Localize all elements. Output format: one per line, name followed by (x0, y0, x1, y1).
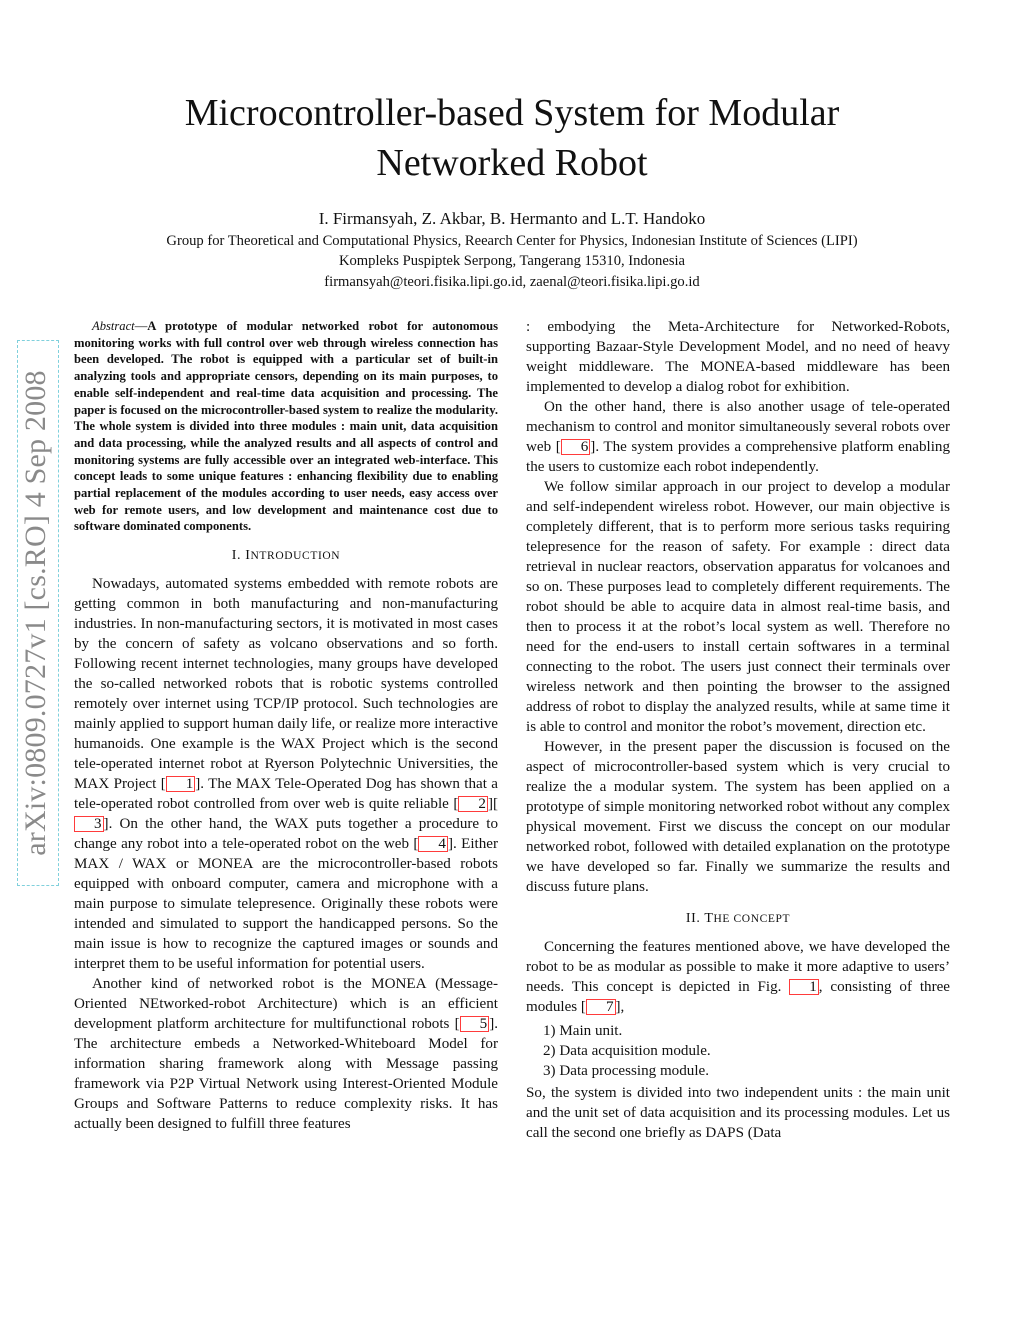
section-heading-concept: II. THE CONCEPT (685, 911, 791, 926)
author-emails[interactable]: firmansyah@teori.fisika.lipi.go.id, zaenal@teori.fisika.lipi.go.id (324, 274, 700, 290)
citation-link[interactable]: 5 (460, 1016, 490, 1032)
section-heading-introduction: I. INTRODUCTION (231, 548, 341, 564)
right-paragraph-continued: : embodying the Meta-Architecture for Networked-Robots, supporting Bazaar-Style Development Model, and no need of heavy weight middleware. The MONEA-based middleware has been implemented to develop a dialog robot for exhibition. (526, 319, 950, 395)
citation-link[interactable]: 4 (418, 836, 448, 852)
affiliation-2: Kompleks Puspiptek Serpong, Tangerang 15310, Indonesia (338, 253, 686, 269)
title-line-1: Microcontroller-based System for Modular (184, 92, 840, 134)
abstract-text: A prototype of modular networked robot for autonomous monitoring works with full control over web through wireless connection has been developed. The robot is equipped with a particular set of built-in analyzing tools and appropriate censors, depending on its main purposes, to enable self-independent and real-time data acquisition and processing. The paper is focused on the microcontroller-based system to realize the modularity. The whole system is divided into three modules : main unit, data acquisition and data processing, while the analyzed results and all aspects of control and monitoring systems are fully accessible over an integrated web-interface. This concept leads to some unique features : enhancing flexibility due to enabling partial replacement of the modules according to user needs, easy access over web for remote users, and low development and maintenance cost due to software dominated components. (74, 319, 498, 534)
authors: I. Firmansyah, Z. Akbar, B. Hermanto and L.T. Handoko (318, 209, 706, 228)
concept-paragraph-2: So, the system is divided into two independent units : the main unit and the unit set of data acquisition and its processing modules. Let us call the second one briefly as DAPS (Data (526, 1085, 950, 1141)
citation-link[interactable]: 3 (74, 816, 104, 832)
citation-link[interactable]: 2 (458, 796, 488, 812)
left-column (74, 318, 498, 1134)
title-line-2: Networked Robot (376, 142, 648, 184)
affiliation-1: Group for Theoretical and Computational Physics, Reearch Center for Physics, Indonesian Institute of Sciences (LIPI) (166, 233, 858, 249)
right-paragraph-focus: However, in the present paper the discussion is focused on the aspect of microcontroller-based system which is very crucial to realize the a modular system. The system has been applied on a prototype of simple monitoring networked robot without any complex physical movement. First we discuss the concept on our modular networked robot, followed with detailed explanation on the prototype we have developed so far. Finally we summarize the results and discuss future plans. (526, 739, 950, 895)
citation-link[interactable]: 7 (586, 999, 616, 1015)
citation-link[interactable]: 6 (561, 439, 591, 455)
concept-paragraph-1: Concerning the features mentioned above, we have developed the robot to be as modular as possible to make it more adaptive to users’ needs. This concept is depicted in Fig. 1 , consisting of three modules [ 7 ], (526, 939, 950, 1015)
abstract: Abstract—A prototype of modular networked robot for autonomous monitoring works with full control over web through wireless connection has been developed. The robot is equipped with a particular set of built-in analyzing tools and appropriate censors, depending on its main purposes, to enable self-independent and real-time data acquisition and processing. The paper is focused on the microcontroller-based system to realize the modularity. The whole system is divided into three modules : main unit, data acquisition and data processing, while the analyzed results and all aspects of control and monitoring systems are fully accessible over an integrated web-interface. This concept leads to some unique features : enhancing flexibility due to enabling partial replacement of the modules according to user needs, easy access over web for remote users, and low development and maintenance cost due to software dominated components. (74, 319, 498, 534)
intro-paragraph-1: Nowadays, automated systems embedded with remote robots are getting common in both manufacturing and non-manufacturing industries. In non-manufacturing sectors, it is motivated in most cases by the concern of safety as volcano observations and so forth. Following recent internet technologies, many groups have developed the so-called networked robots that is robotic systems controlled remotely over internet using TCP/IP protocol. Such technologies are mainly applied to support human daily life, or realize more interactive humanoids. One example is the WAX Project which is the second tele-operated internet robot at Ryerson Polytechnic Universities, the MAX Project [ 1 ]. The MAX Tele-Operated Dog has shown that a tele-operated robot controlled from over web is quite reliable [ 2 ][3 ]. On the other hand, the WAX puts together a procedure to change any robot into a tele-operated robot on the web [ 4 ]. Either MAX / WAX or MONEA are the microcontroller-based robots equipped with onboard computer, camera and microphone with a main purpose to simulate telepresence. Originally these robots were intended and simulated to support the handicapped persons. So the main issue is how to recognize the captured images or sounds and interpret them to be useful information for potential users. (74, 576, 498, 973)
arxiv-identifier: arXiv:0809.0727v1 [cs.RO] 4 Sep 2008 (19, 370, 52, 856)
right-column (526, 317, 950, 1143)
module-list (526, 1021, 950, 1081)
abstract-label: Abstract (92, 319, 135, 333)
right-paragraph-teleoperated: On the other hand, there is also another usage of tele-operated mechanism to control and monitor simultaneously several robots over web [ 6 ]. The system provides a comprehensive platform enabling the users to customize each robot independently. (526, 399, 951, 475)
intro-paragraph-2: Another kind of networked robot is the MONEA (Message-Oriented NEtworked-robot Architecture) which is an efficient development platform architecture for multifunctional robots [ 5 ]. The architecture embeds a Networked-Whiteboard Model for information sharing framework along with Message passing framework via P2P Virtual Network using Interest-Oriented Module Groups and Software Patterns to reduce complexity risks. It has actually been designed to fulfill three features (74, 976, 498, 1133)
figure-link[interactable]: 1 (789, 979, 819, 995)
citation-link[interactable]: 1 (166, 776, 196, 792)
right-paragraph-approach: We follow similar approach in our project to develop a modular and self-independent wireless robot. However, our main objective is completely different, that is to perform more serious tasks requiring telepresence for the reason of safety. For example : direct data retrieval in nuclear reactors, observation apparatus for volcanoes and so on. These purposes lead to completely different requirements. The robot should be able to acquire data in almost real-time basis, and then to process it at the robot’s local system as well. Therefore no need for the end-users to install certain softwares in a terminal connecting to the robot. The users just connect their terminals over wireless network and then pointing the browser to the assigned address of robot to display the analyzed results, while at same time it is able to control and monitor the robot’s movement, direction etc. (526, 479, 950, 735)
list-item: 3) Data processing module. (543, 1063, 709, 1079)
list-item: 2) Data acquisition module. (543, 1043, 711, 1059)
paper-title (0, 88, 1024, 188)
list-item: 1) Main unit. (543, 1023, 623, 1039)
